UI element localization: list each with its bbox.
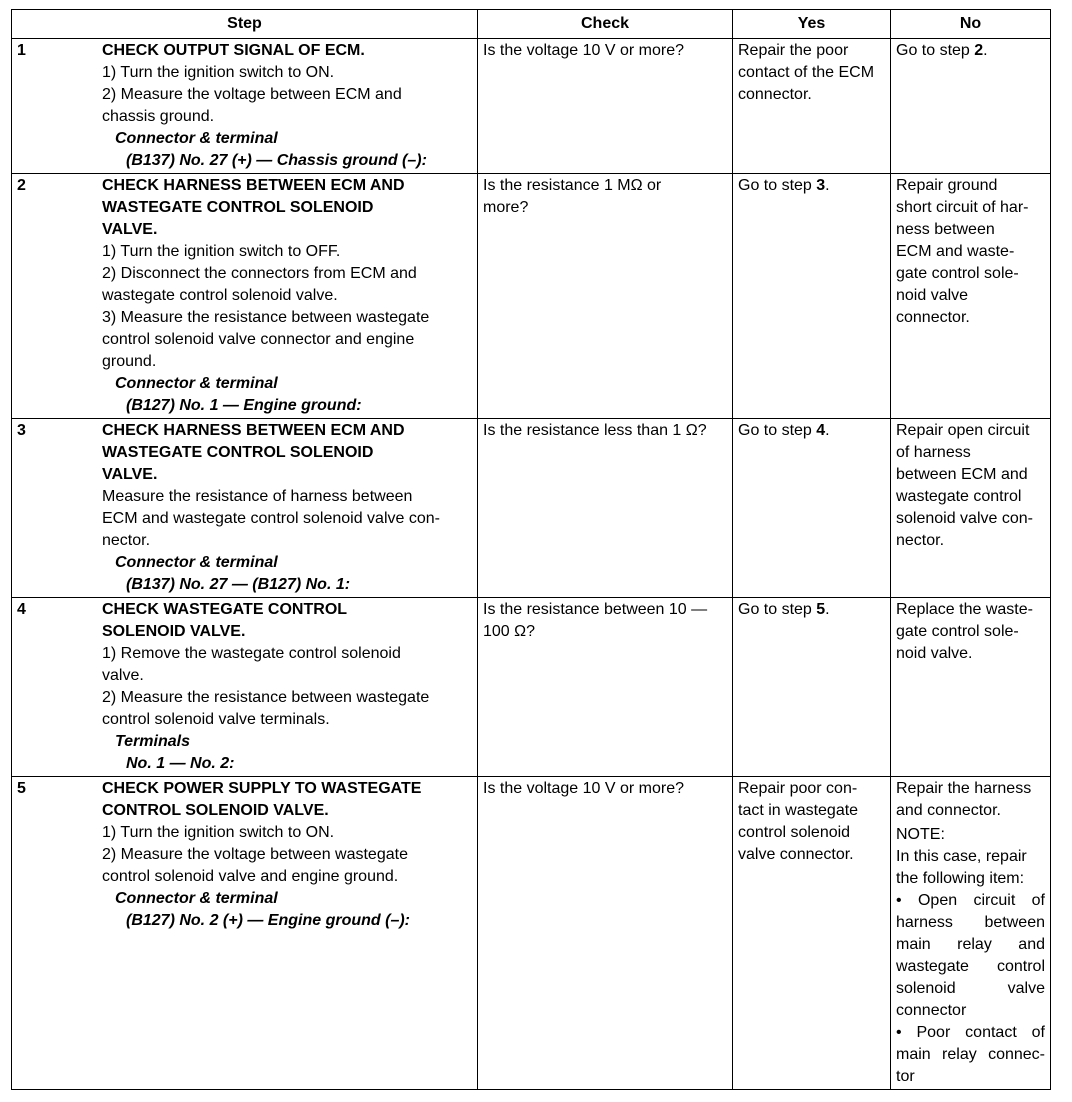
table-row — [12, 777, 1051, 1090]
step-instructions: Measure the resistance of harness between ECM and wastegate control solenoid valve con- nector. — [102, 488, 440, 549]
step-cell — [12, 777, 478, 1090]
terminals-value: No. 1 — No. 2: — [126, 755, 235, 772]
step-title: CHECK POWER SUPPLY TO WASTEGATE CONTROL SOLENOID VALVE. — [102, 780, 422, 819]
no-cell: Replace the waste- gate control sole- noid valve. — [891, 598, 1051, 777]
no-cell: Repair ground short circuit of har- ness between ECM and waste- gate control sole- noid valve connector. — [891, 174, 1051, 419]
step-number: 1 — [17, 42, 26, 59]
note-bullet: • Poor contact of main relay connec- tor — [896, 1024, 1045, 1085]
table-row — [12, 598, 1051, 777]
step-instructions: 1) Turn the ignition switch to ON. 2) Measure the voltage between ECM and chassis ground. — [102, 64, 402, 125]
goto-step: 3 — [816, 177, 826, 194]
diagnostic-table — [11, 9, 1051, 1090]
header-row — [12, 10, 1051, 39]
step-cell — [12, 174, 478, 419]
step-title: CHECK HARNESS BETWEEN ECM AND WASTEGATE CONTROL SOLENOID VALVE. — [102, 177, 405, 238]
step-cell — [12, 598, 478, 777]
step-number: 2 — [17, 177, 26, 194]
goto-step: 2 — [974, 42, 984, 59]
note-bullet: • Open circuit of harness between main relay and wastegate control solenoid valve connector — [896, 892, 1045, 1019]
step-number: 5 — [17, 780, 26, 797]
no-cell — [891, 777, 1051, 1090]
no-action: Repair the harness and connector. — [896, 780, 1032, 819]
goto-step: 4 — [816, 422, 826, 439]
note-block: NOTE: In this case, repair the following item: — [896, 826, 1027, 887]
yes-cell: Repair the poor contact of the ECM connector. — [733, 39, 891, 174]
check-cell: Is the voltage 10 V or more? — [478, 39, 733, 174]
yes-cell: Go to step 5. — [733, 598, 891, 777]
connector-terminal: (B137) No. 27 (+) — Chassis ground (–): — [126, 152, 427, 169]
connector-heading: Connector & terminal — [115, 130, 278, 147]
step-title: CHECK WASTEGATE CONTROL SOLENOID VALVE. — [102, 601, 348, 640]
table-row — [12, 419, 1051, 598]
yes-cell: Repair poor con- tact in wastegate control solenoid valve connector. — [733, 777, 891, 1090]
table-row — [12, 174, 1051, 419]
header-check: Check — [478, 10, 733, 39]
no-cell: Go to step 2. — [891, 39, 1051, 174]
yes-cell: Go to step 4. — [733, 419, 891, 598]
step-title: CHECK HARNESS BETWEEN ECM AND WASTEGATE CONTROL SOLENOID VALVE. — [102, 422, 405, 483]
no-cell: Repair open circuit of harness between ECM and wastegate control solenoid valve con- nector. — [891, 419, 1051, 598]
check-cell: Is the resistance less than 1 Ω? — [478, 419, 733, 598]
connector-heading: Connector & terminal — [115, 375, 278, 392]
goto-step: 5 — [816, 601, 826, 618]
step-instructions: 1) Turn the ignition switch to OFF. 2) Disconnect the connectors from ECM and wastegate control solenoid valve. 3) Measure the resistance between wastegate control solenoid valve connector and engine ground. — [102, 243, 430, 370]
connector-heading: Connector & terminal — [115, 890, 278, 907]
check-cell: Is the resistance between 10 — 100 Ω? — [478, 598, 733, 777]
step-instructions: 1) Turn the ignition switch to ON. 2) Measure the voltage between wastegate control solenoid valve and engine ground. — [102, 824, 408, 885]
step-cell — [12, 39, 478, 174]
connector-terminal: (B127) No. 1 — Engine ground: — [126, 397, 362, 414]
step-instructions: 1) Remove the wastegate control solenoid valve. 2) Measure the resistance between wastegate control solenoid valve terminals. — [102, 645, 430, 728]
yes-cell: Go to step 3. — [733, 174, 891, 419]
check-cell: Is the resistance 1 MΩ or more? — [478, 174, 733, 419]
connector-heading: Connector & terminal — [115, 554, 278, 571]
step-title: CHECK OUTPUT SIGNAL OF ECM. — [102, 42, 365, 59]
header-no: No — [891, 10, 1051, 39]
step-number: 3 — [17, 422, 26, 439]
step-number: 4 — [17, 601, 26, 618]
connector-terminal: (B127) No. 2 (+) — Engine ground (–): — [126, 912, 411, 929]
header-step: Step — [12, 10, 478, 39]
check-cell: Is the voltage 10 V or more? — [478, 777, 733, 1090]
terminals-heading: Terminals — [115, 733, 190, 750]
step-cell — [12, 419, 478, 598]
table-row — [12, 39, 1051, 174]
connector-terminal: (B137) No. 27 — (B127) No. 1: — [126, 576, 351, 593]
header-yes: Yes — [733, 10, 891, 39]
